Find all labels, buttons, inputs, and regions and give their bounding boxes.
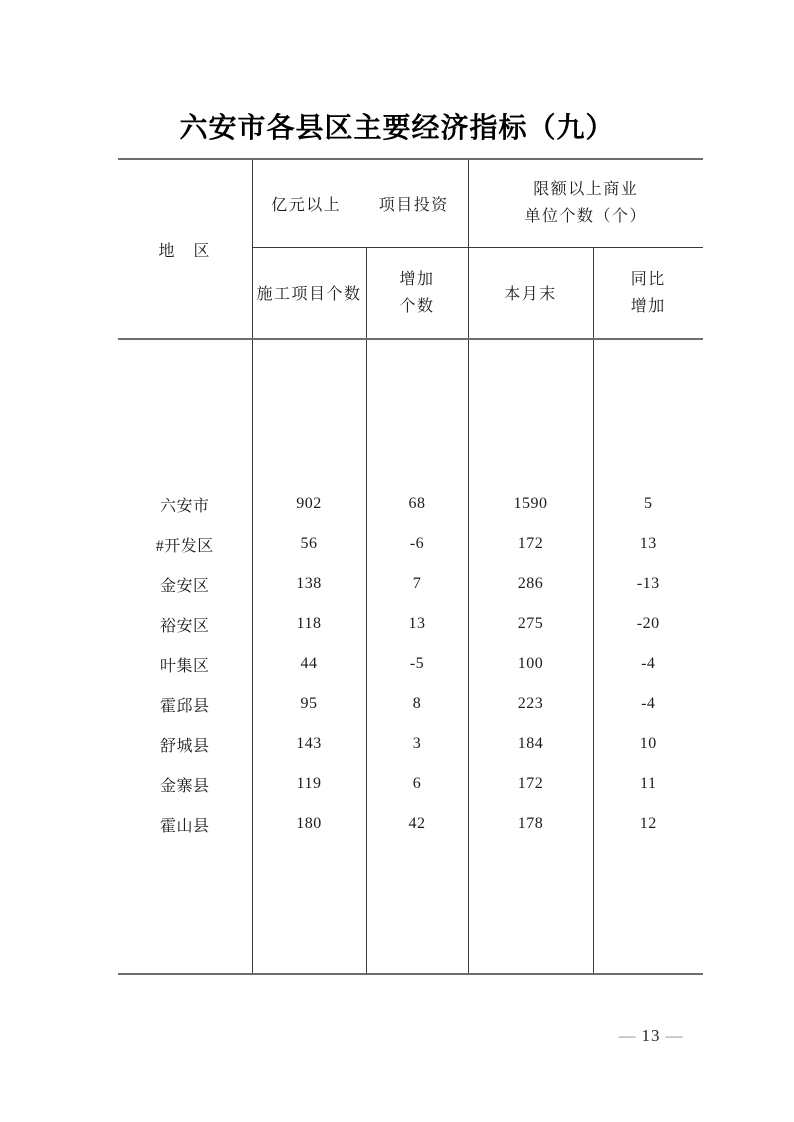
page-number-dash-right: — <box>665 1026 684 1045</box>
cell-month-end: 286 <box>468 564 593 604</box>
page-title: 六安市各县区主要经济指标（九） <box>179 113 615 144</box>
table-row <box>118 604 703 644</box>
cell-region: 舒城县 <box>118 724 252 764</box>
table-row <box>118 644 703 684</box>
cell-region: 叶集区 <box>118 644 252 684</box>
table-row <box>118 804 703 844</box>
header-group-commercial-line2: 单位个数（个） <box>524 208 648 226</box>
cell-region: 霍邱县 <box>118 684 252 724</box>
header-row-groups <box>118 159 703 247</box>
header-yoy-increase: 同比 增加 <box>593 247 703 339</box>
cell-yoy-increase: -4 <box>641 655 656 672</box>
header-group-investment-part1: 亿元以上 <box>271 196 342 214</box>
cell-increase: 13 <box>366 604 468 644</box>
cell-yoy-increase: 11 <box>640 775 657 792</box>
header-group-commercial-units <box>468 159 703 247</box>
cell-region: 裕安区 <box>118 604 252 644</box>
cell-construction-projects: 902 <box>252 484 366 524</box>
cell-month-end: 223 <box>468 684 593 724</box>
cell-construction-projects: 118 <box>252 604 366 644</box>
table-spacer-top <box>118 339 703 484</box>
table-row <box>118 764 703 804</box>
table-spacer-bottom <box>118 844 703 974</box>
cell-increase: 8 <box>366 684 468 724</box>
table-row <box>118 684 703 724</box>
cell-month-end: 100 <box>468 644 593 684</box>
table-row <box>118 484 703 524</box>
cell-increase: 68 <box>366 484 468 524</box>
header-group-investment-part2: 项目投资 <box>378 196 449 214</box>
page-number-value: 13 <box>641 1026 661 1045</box>
cell-region: 金寨县 <box>118 764 252 804</box>
cell-yoy-increase: 10 <box>639 735 657 752</box>
header-group-commercial-line1: 限额以上商业 <box>533 181 639 199</box>
cell-yoy-increase: -4 <box>641 695 656 712</box>
cell-month-end: 172 <box>468 524 593 564</box>
cell-increase: -5 <box>366 644 468 684</box>
table-row <box>118 524 703 564</box>
cell-increase: 6 <box>366 764 468 804</box>
header-month-end: 本月末 <box>468 247 593 339</box>
header-increase-count: 增加 个数 <box>366 247 468 339</box>
cell-region: 六安市 <box>118 484 252 524</box>
header-group-investment <box>252 159 468 247</box>
cell-yoy-increase: 13 <box>639 535 657 552</box>
header-region-label: 地 区 <box>158 242 211 260</box>
economic-indicators-table <box>118 158 703 975</box>
page-number-dash-left: — <box>618 1026 637 1045</box>
header-region <box>118 159 252 339</box>
cell-construction-projects: 44 <box>252 644 366 684</box>
cell-month-end: 172 <box>468 764 593 804</box>
cell-increase: 7 <box>366 564 468 604</box>
cell-increase: 3 <box>366 724 468 764</box>
cell-increase: -6 <box>366 524 468 564</box>
cell-month-end: 178 <box>468 804 593 844</box>
cell-yoy-increase: 12 <box>639 815 657 832</box>
cell-region: 霍山县 <box>118 804 252 844</box>
page-number <box>601 1026 701 1046</box>
cell-yoy-increase: -20 <box>636 615 660 632</box>
cell-increase: 42 <box>366 804 468 844</box>
cell-month-end: 1590 <box>468 484 593 524</box>
cell-construction-projects: 180 <box>252 804 366 844</box>
cell-month-end: 184 <box>468 724 593 764</box>
table-row <box>118 564 703 604</box>
cell-construction-projects: 119 <box>252 764 366 804</box>
cell-yoy-increase: -13 <box>636 575 660 592</box>
header-construction-projects: 施工项目个数 <box>252 247 366 339</box>
cell-region: #开发区 <box>118 524 252 564</box>
cell-yoy-increase: 5 <box>644 495 653 512</box>
cell-construction-projects: 138 <box>252 564 366 604</box>
cell-construction-projects: 143 <box>252 724 366 764</box>
cell-construction-projects: 95 <box>252 684 366 724</box>
cell-region: 金安区 <box>118 564 252 604</box>
cell-month-end: 275 <box>468 604 593 644</box>
cell-construction-projects: 56 <box>252 524 366 564</box>
table-row <box>118 724 703 764</box>
